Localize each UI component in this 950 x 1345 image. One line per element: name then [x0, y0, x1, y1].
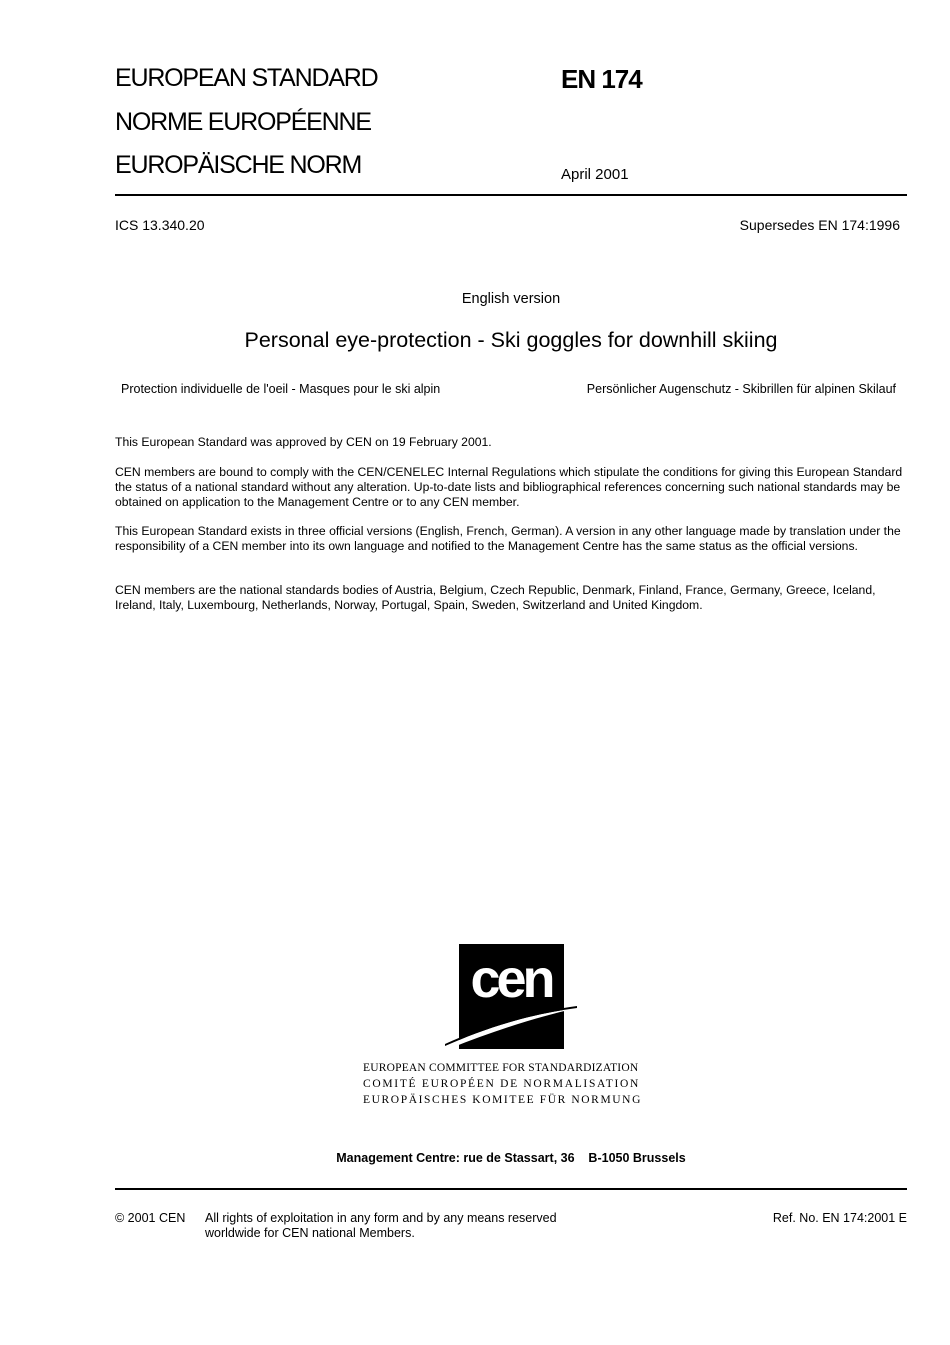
committee-name-english: EUROPEAN COMMITTEE FOR STANDARDIZATION — [363, 1062, 639, 1074]
copyright-notice: © 2001 CEN — [115, 1211, 186, 1225]
footer-rule — [115, 1188, 907, 1190]
approval-paragraph: This European Standard was approved by CEN on 19 February 2001. — [115, 435, 492, 449]
title-german: EUROPÄISCHE NORM — [115, 151, 362, 179]
document-number: EN 174 — [561, 64, 642, 94]
versions-paragraph: This European Standard exists in three official versions (English, French, German). A version in any other language made by translation under the responsibility of a CEN member into its own language and notified to the Management Centre has the same status as the official versions. — [115, 524, 901, 553]
compliance-paragraph: CEN members are bound to comply with the CEN/CENELEC Internal Regulations which stipulate the conditions for giving this European Standard the status of a national standard without any alteration. Up-to-date lists and bibliographical references concerning such national standards may be obtained on application to the Management Centre or to any CEN member. — [115, 465, 903, 509]
title-french: NORME EUROPÉENNE — [115, 108, 371, 136]
ics-code: ICS 13.340.20 — [115, 217, 205, 233]
management-centre-address: Management Centre: rue de Stassart, 36 B-1050 Brussels — [336, 1151, 686, 1165]
rights-line-1: All rights of exploitation in any form and by any means reserved — [205, 1211, 557, 1225]
main-title: Personal eye-protection - Ski goggles for downhill skiing — [244, 328, 778, 352]
title-french-translation: Protection individuelle de l'oeil - Masques pour le ski alpin — [121, 382, 441, 396]
cen-logo — [445, 942, 580, 1050]
title-english: EUROPEAN STANDARD — [115, 64, 378, 92]
header-rule — [115, 194, 907, 196]
members-paragraph: CEN members are the national standards bodies of Austria, Belgium, Czech Republic, Denmark, Finland, France, Germany, Greece, Iceland, Ireland, Italy, Luxembourg, Netherlands, Norway, Portugal, Spain, Sweden, Switzerland and United Kingdom. — [115, 583, 876, 612]
publication-date: April 2001 — [561, 166, 629, 183]
version-label: English version — [461, 291, 561, 307]
reference-number: Ref. No. EN 174:2001 E — [772, 1211, 907, 1225]
rights-line-2: worldwide for CEN national Members. — [205, 1226, 415, 1240]
committee-name-german: EUROPÄISCHES KOMITEE FÜR NORMUNG — [363, 1094, 642, 1106]
cen-logo-mark: cen — [470, 949, 552, 1009]
title-german-translation: Persönlicher Augenschutz - Skibrillen für alpinen Skilauf — [586, 382, 896, 396]
supersedes-note: Supersedes EN 174:1996 — [739, 217, 900, 233]
committee-name-french: COMITÉ EUROPÉEN DE NORMALISATION — [363, 1078, 641, 1090]
